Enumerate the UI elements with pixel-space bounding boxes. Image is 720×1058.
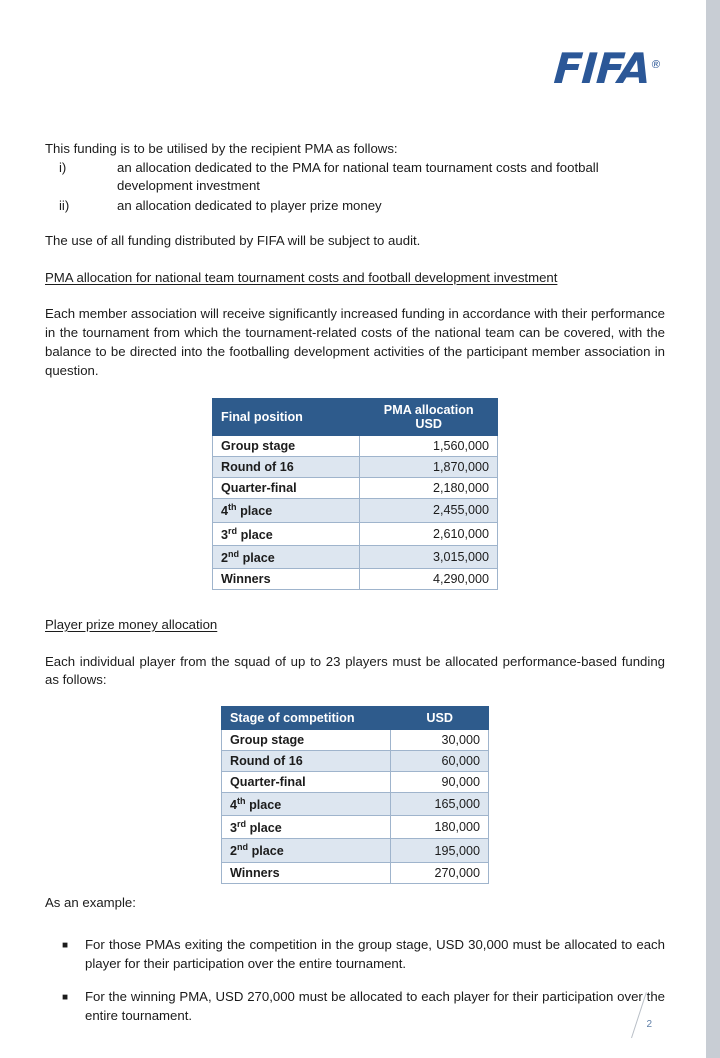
table-header-row — [222, 707, 489, 730]
cell-amount: 1,560,000 — [360, 436, 498, 457]
column-header-usd: USD — [391, 707, 489, 730]
numbered-list — [45, 159, 665, 216]
cell-amount: 270,000 — [391, 862, 489, 883]
pma-allocation-table — [212, 398, 498, 590]
cell-stage — [222, 793, 391, 816]
table-row — [213, 499, 498, 522]
document-body — [45, 140, 665, 1039]
cell-position-number: 4 — [221, 504, 229, 519]
cell-stage-ordinal: rd — [237, 819, 247, 830]
player-prize-table-wrapper — [45, 706, 665, 884]
cell-stage-ordinal: th — [237, 796, 246, 807]
table-row — [222, 839, 489, 862]
cell-stage-suffix: place — [248, 844, 284, 859]
table-row — [222, 730, 489, 751]
cell-position-number: 2 — [221, 550, 229, 565]
cell-stage-number: 2 — [230, 844, 238, 859]
table-row — [213, 522, 498, 545]
cell-amount: 60,000 — [391, 751, 489, 772]
table-row — [213, 545, 498, 568]
table-row — [222, 816, 489, 839]
list-item — [45, 988, 665, 1025]
cell-amount: 3,015,000 — [360, 545, 498, 568]
registered-mark: ® — [649, 58, 662, 71]
list-item-text: For the winning PMA, USD 270,000 must be allocated to each player for their participation over the entire tournament. — [85, 988, 665, 1023]
cell-amount: 4,290,000 — [360, 568, 498, 589]
page-right-gutter — [706, 0, 720, 1058]
table-row — [213, 568, 498, 589]
page-number: 2 — [646, 1019, 652, 1030]
section-heading-pma-allocation: PMA allocation for national team tournament costs and football development investment — [45, 269, 558, 285]
paragraph-performance-funding: Each member association will receive significantly increased funding in accordance with their performance in the tournament from which the tournament-related costs of the national team can be covered, with the balance to be directed into the footballing development activities of the participant member association in question. — [45, 306, 665, 378]
cell-stage-number: 3 — [230, 821, 238, 836]
player-prize-table — [221, 706, 489, 884]
cell-stage — [222, 816, 391, 839]
pma-allocation-table-wrapper — [45, 398, 665, 590]
cell-position-ordinal: th — [228, 502, 237, 513]
list-item — [45, 159, 665, 196]
fifa-logo-text — [552, 44, 662, 93]
cell-position: Quarter-final — [213, 478, 360, 499]
example-bullet-list — [45, 936, 665, 1025]
cell-stage-suffix: place — [246, 821, 282, 836]
square-bullet-icon: ■ — [62, 940, 69, 952]
column-header-pma-allocation — [360, 399, 498, 436]
list-item-text: an allocation dedicated to player prize money — [117, 198, 382, 214]
column-header-line-2: USD — [415, 417, 442, 432]
cell-position: Group stage — [213, 436, 360, 457]
cell-stage-number: 4 — [230, 798, 238, 813]
cell-amount: 1,870,000 — [360, 457, 498, 478]
cell-amount: 195,000 — [391, 839, 489, 862]
list-item-marker: i) — [59, 159, 67, 175]
table-row — [213, 457, 498, 478]
fifa-logo-wordmark: FIFA — [552, 44, 652, 93]
intro-paragraph: This funding is to be utilised by the recipient PMA as follows: — [45, 141, 398, 156]
cell-amount: 180,000 — [391, 816, 489, 839]
table-row — [213, 436, 498, 457]
list-item — [45, 936, 665, 973]
cell-position-suffix: place — [236, 504, 273, 519]
cell-position-number: 3 — [221, 527, 229, 542]
cell-amount: 2,180,000 — [360, 478, 498, 499]
cell-stage-ordinal: nd — [237, 842, 249, 853]
fifa-logo — [552, 44, 662, 93]
list-item-text: an allocation dedicated to the PMA for national team tournament costs and football development investment — [117, 159, 599, 194]
cell-stage: Quarter-final — [222, 772, 391, 793]
cell-stage: Round of 16 — [222, 751, 391, 772]
cell-position-suffix: place — [237, 527, 273, 542]
cell-amount: 165,000 — [391, 793, 489, 816]
table-row — [222, 862, 489, 883]
column-header-stage-of-competition: Stage of competition — [222, 707, 391, 730]
cell-stage-suffix: place — [245, 798, 282, 813]
section-heading-player-prize-money: Player prize money allocation — [45, 616, 218, 632]
cell-stage — [222, 839, 391, 862]
cell-stage: Group stage — [222, 730, 391, 751]
paragraph-player-allocation: Each individual player from the squad of up to 23 players must be allocated performance-based funding as follows: — [45, 653, 665, 688]
cell-amount: 2,455,000 — [360, 499, 498, 522]
list-item-marker: ii) — [59, 198, 70, 214]
cell-position — [213, 545, 360, 568]
cell-amount: 90,000 — [391, 772, 489, 793]
example-lead: As an example: — [45, 894, 136, 910]
list-item-text: For those PMAs exiting the competition in the group stage, USD 30,000 must be allocated to each player for their participation over the entire tournament. — [85, 937, 665, 972]
list-item — [45, 197, 665, 216]
cell-position-suffix: place — [239, 550, 275, 565]
cell-amount: 2,610,000 — [360, 522, 498, 545]
table-row — [222, 793, 489, 816]
cell-amount: 30,000 — [391, 730, 489, 751]
column-header-final-position: Final position — [213, 399, 360, 436]
cell-position: Winners — [213, 568, 360, 589]
table-row — [222, 772, 489, 793]
cell-position-ordinal: rd — [228, 525, 238, 536]
cell-position — [213, 499, 360, 522]
cell-position: Round of 16 — [213, 457, 360, 478]
cell-position-ordinal: nd — [228, 548, 240, 559]
cell-position — [213, 522, 360, 545]
table-header-row — [213, 399, 498, 436]
table-row — [213, 478, 498, 499]
column-header-line-1: PMA allocation — [383, 403, 474, 418]
audit-paragraph: The use of all funding distributed by FIFA will be subject to audit. — [45, 232, 421, 248]
square-bullet-icon: ■ — [62, 991, 69, 1003]
cell-stage: Winners — [222, 862, 391, 883]
table-row — [222, 751, 489, 772]
